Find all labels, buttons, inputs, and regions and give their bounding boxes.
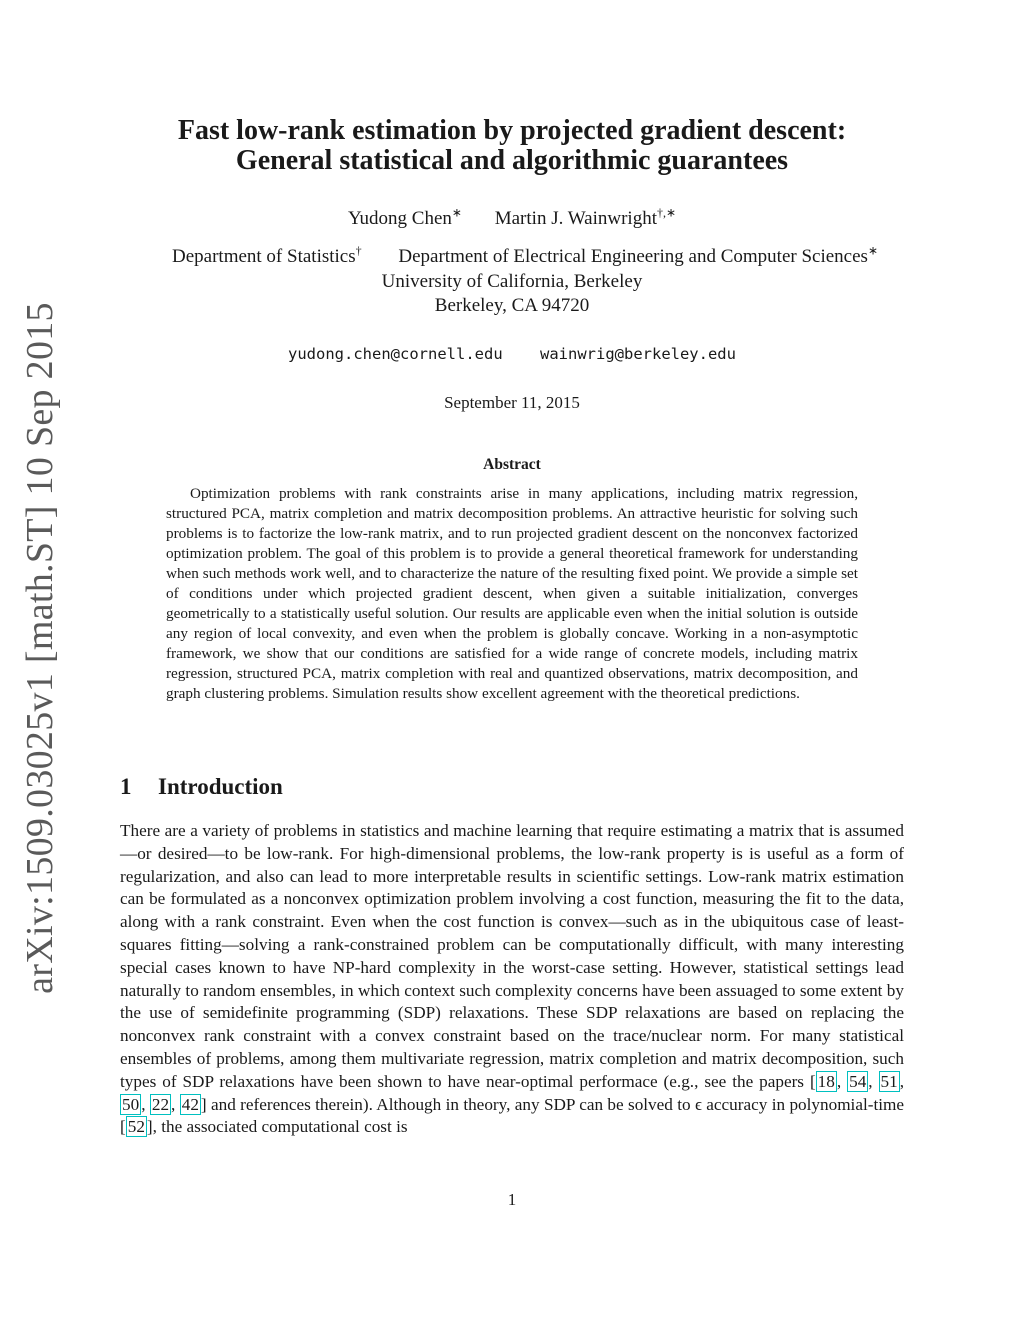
affiliation-departments	[100, 243, 950, 268]
affiliation-eecs-name: Department of Electrical Engineering and Computer Sciences	[398, 246, 868, 267]
section-number: 1	[120, 774, 132, 799]
affiliation-eecs	[398, 243, 878, 268]
abstract-text: Optimization problems with rank constraints arise in many applications, including matrix regression, structured PCA, matrix completion and matrix decomposition problems. An attractive heuristic for solving such problems is to factorize the low-rank matrix, and to run projected gradient descent on the nonconvex factorized optimization problem. The goal of this problem is to provide a general theoretical framework for understanding when such methods work well, and to characterize the nature of the resulting fixed point. We provide a simple set of conditions under which projected gradient descent, when given a suitable initialization, converges geometrically to a statistically useful solution. Our results are applicable even when the initial solution is outside any region of local convexity, and even when the problem is globally concave. Working in a non-asymptotic framework, we show that our conditions are satisfied for a wide range of concrete models, including matrix regression, structured PCA, matrix completion with real and quantized observations, matrix decomposition, and graph clustering problems. Simulation results show excellent agreement with the theoretical predictions.	[166, 485, 858, 702]
affiliation-statistics-name: Department of Statistics	[172, 246, 356, 267]
email-chen[interactable]: yudong.chen@cornell.edu	[288, 345, 503, 363]
author-1	[347, 205, 462, 230]
citation-link[interactable]: 22	[151, 1094, 170, 1114]
citation-link[interactable]: 52	[127, 1117, 145, 1137]
author-2-name: Martin J. Wainwright	[494, 208, 657, 229]
abstract-heading: Abstract	[483, 456, 541, 473]
email-wainwright[interactable]: wainwrig@berkeley.edu	[540, 345, 736, 363]
author-2-mark: †,∗	[656, 205, 677, 220]
section-heading-introduction	[120, 774, 283, 800]
citation-link[interactable]: 42	[181, 1094, 199, 1114]
publication-date: September 11, 2015	[444, 393, 580, 412]
affiliation-statistics-mark: †	[355, 243, 362, 258]
paper-title	[100, 116, 924, 176]
introduction-paragraph: There are a variety of problems in statistics and machine learning that require estimating a matrix that is assumed—or desired—to be low-rank. For high-dimensional problems, the low-rank property is is useful as a form of regularization, and also can lead to more interpretable results in scientific settings. Low-rank matrix estimation can be formulated as a nonconvex optimization problem involving a cost function, measuring the fit to the data, along with a rank constraint. Even when the cost function is convex—such as in the ubiquitous case of least-squares fitting—solving a rank-constrained problem can be computationally difficult, with many interesting special cases known to have NP-hard complexity in the worst-case setting. However, statistical settings lead naturally to random ensembles, in which context such complexity concerns have been assuaged to some extent by the use of semidefinite programming (SDP) relaxations. These SDP relaxations are based on replacing the nonconvex rank constraint with a convex constraint based on the trace/nuclear norm. For many statistical ensembles of problems, among them multivariate regression, matrix completion and matrix decomposition, such types of SDP relaxations have been shown to have near-optimal performace (e.g., see the papers [ 18 , 54 , 51 , 50 , 22 , 42 ] and references therein). Although in theory, any SDP can be solved to ϵ accuracy in polynomial-time [ 52 ], the associated computational cost is	[120, 821, 905, 1137]
section-title: Introduction	[158, 774, 283, 799]
arxiv-identifier-stamp: arXiv:1509.03025v1 [math.ST] 10 Sep 2015	[19, 302, 61, 994]
author-1-name: Yudong Chen	[347, 208, 452, 229]
title-line-1: Fast low-rank estimation by projected gradient descent:	[177, 115, 847, 146]
author-2	[494, 205, 677, 230]
intro-text-part-2: ] and references therein). Although in theory, any SDP can be solved to ϵ accuracy in polynomial-time [	[120, 1094, 905, 1137]
page-number: 1	[507, 1190, 517, 1209]
author-1-mark: ∗	[451, 205, 462, 220]
affiliation-statistics	[172, 243, 362, 268]
author-list	[100, 205, 924, 230]
citation-link[interactable]: 18	[817, 1071, 835, 1091]
intro-text-part-3: ], the associated computational cost is	[146, 1117, 408, 1137]
author-emails	[100, 345, 924, 363]
affiliation-city: Berkeley, CA 94720	[434, 295, 590, 316]
affiliation-eecs-mark: ∗	[867, 243, 878, 258]
intro-text-part-1: There are a variety of problems in statistics and machine learning that require estimating a matrix that is assumed—or desired—to be low-rank. For high-dimensional problems, the low-rank property is is useful as a form of regularization, and also can lead to more interpretable results in scientific settings. Low-rank matrix estimation can be formulated as a nonconvex optimization problem involving a cost function, measuring the fit to the data, along with a rank constraint. Even when the cost function is convex—such as in the ubiquitous case of least-squares fitting—solving a rank-constrained problem can be computationally difficult, with many interesting special cases known to have NP-hard complexity in the worst-case setting. However, statistical settings lead naturally to random ensembles, in which context such complexity concerns have been assuaged to some extent by the use of semidefinite programming (SDP) relaxations. These SDP relaxations are based on replacing the nonconvex rank constraint with a convex constraint based on the trace/nuclear norm. For many statistical ensembles of problems, among them multivariate regression, matrix completion and matrix decomposition, such types of SDP relaxations have been shown to have near-optimal performace (e.g., see the papers [	[120, 821, 904, 1091]
citation-link[interactable]: 51	[880, 1071, 898, 1091]
citation-link[interactable]: 50	[122, 1094, 140, 1114]
citation-link[interactable]: 54	[849, 1071, 867, 1091]
affiliation-university: University of California, Berkeley	[381, 271, 643, 292]
title-line-2: General statistical and algorithmic guarantees	[235, 145, 789, 176]
